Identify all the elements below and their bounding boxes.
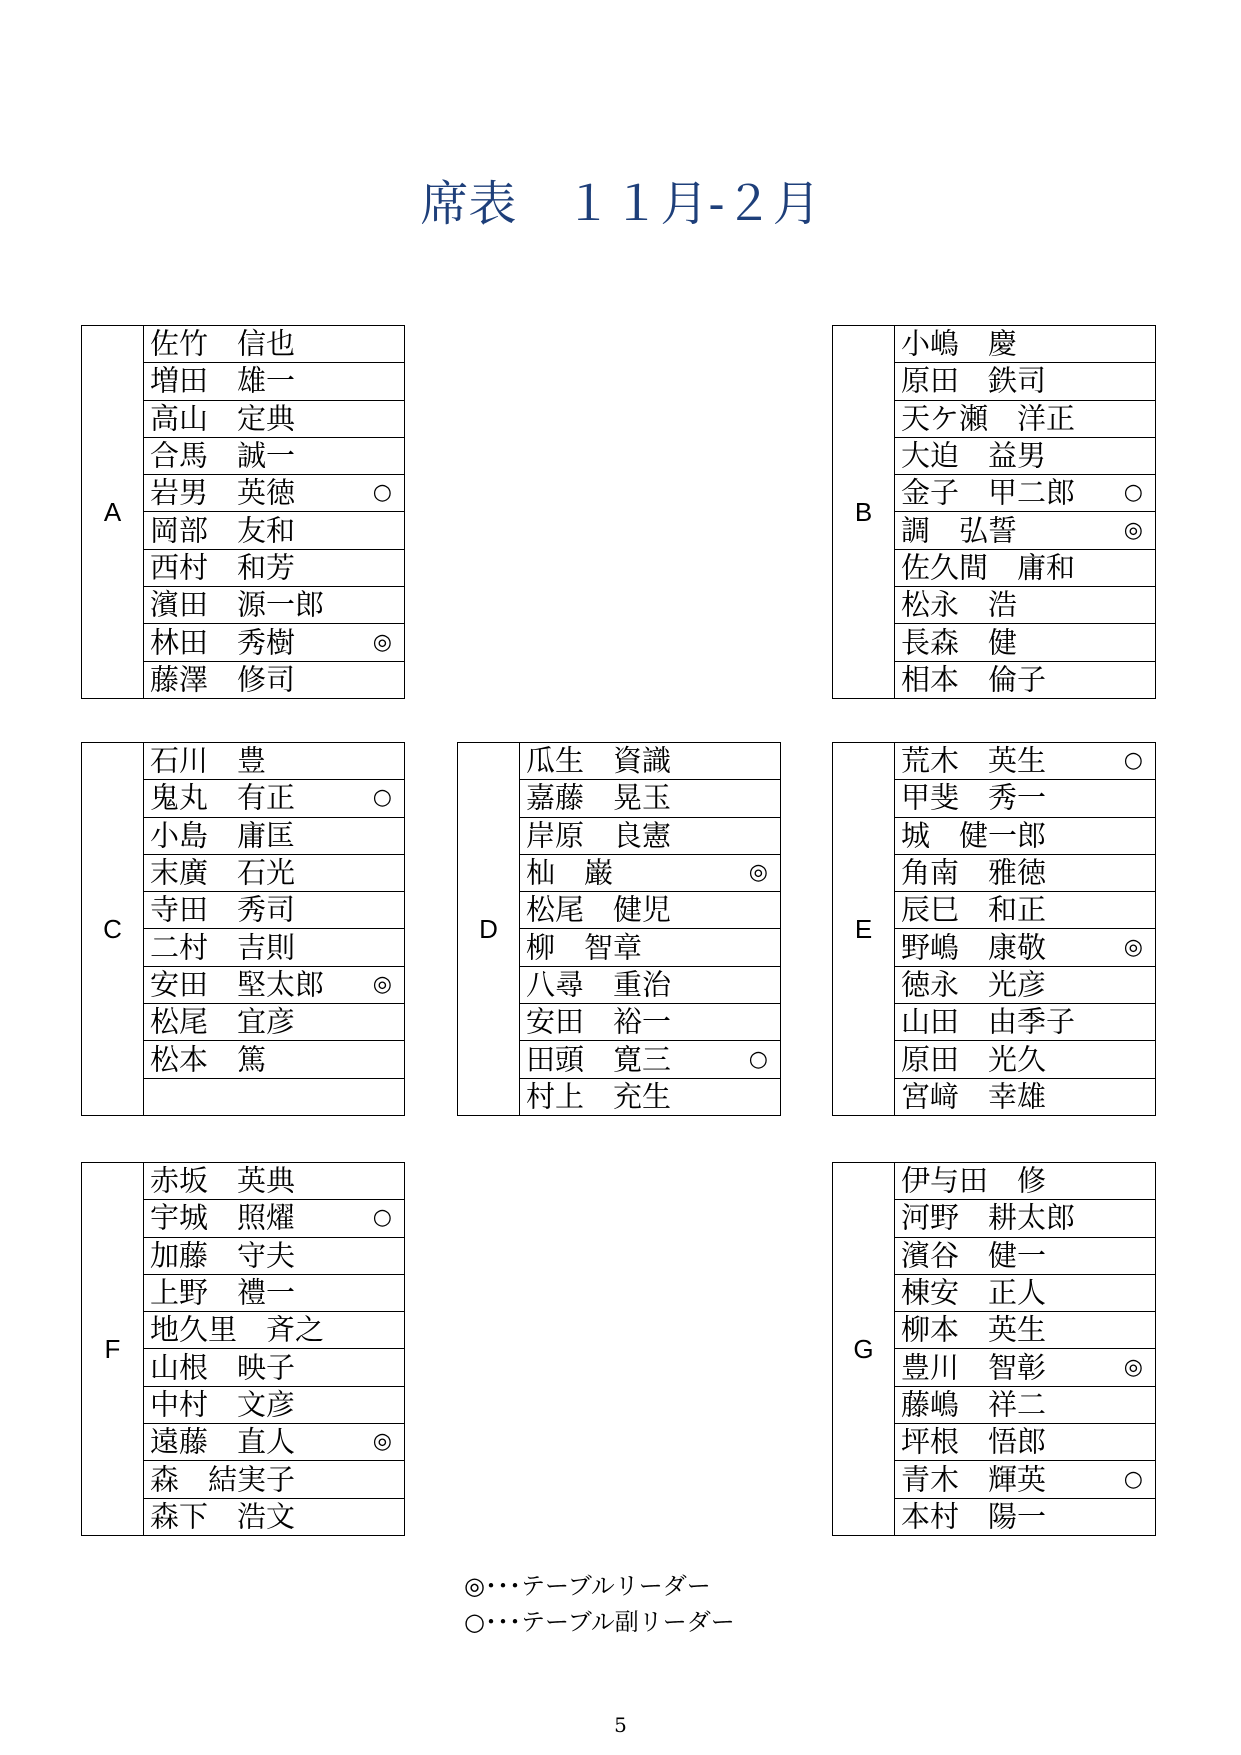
member-name: 村上 充生 bbox=[526, 1079, 672, 1114]
seat-row bbox=[895, 661, 1155, 698]
leader-mark: ◎ bbox=[1123, 934, 1143, 960]
member-name: 大迫 益男 bbox=[901, 438, 1047, 473]
member-name: 岸原 良憲 bbox=[526, 818, 672, 853]
member-name: 遠藤 直人 bbox=[150, 1424, 296, 1459]
member-name: 加藤 守夫 bbox=[150, 1238, 296, 1273]
seat-row bbox=[144, 1040, 404, 1077]
seat-row bbox=[144, 1163, 404, 1199]
member-name: 西村 和芳 bbox=[150, 550, 296, 585]
page-title: 席表 １１月-２月 bbox=[420, 176, 821, 232]
seat-row bbox=[895, 1163, 1155, 1199]
seat-row bbox=[144, 1311, 404, 1348]
seat-row bbox=[520, 854, 780, 891]
member-name: 荒木 英生 bbox=[901, 743, 1047, 778]
seat-table-f bbox=[81, 1162, 405, 1536]
table-label: G bbox=[833, 1163, 895, 1535]
seat-row bbox=[895, 549, 1155, 586]
member-name: 杣 巌 bbox=[526, 855, 614, 890]
seat-row bbox=[520, 817, 780, 854]
seat-list bbox=[895, 743, 1155, 1115]
leader-mark: ◎ bbox=[748, 860, 768, 886]
seat-row bbox=[144, 1274, 404, 1311]
member-name: 青木 輝英 bbox=[901, 1462, 1047, 1497]
member-name: 八尋 重治 bbox=[526, 967, 672, 1002]
member-name: 伊与田 修 bbox=[901, 1163, 1047, 1198]
legend-sub-leader: ○･･･テーブル副リーダー bbox=[464, 1608, 735, 1636]
seat-table-a bbox=[81, 325, 405, 699]
member-name: 岡部 友和 bbox=[150, 513, 296, 548]
seat-row bbox=[895, 1078, 1155, 1115]
seat-row bbox=[144, 586, 404, 623]
member-name: 高山 定典 bbox=[150, 401, 296, 436]
seat-row bbox=[895, 1460, 1155, 1497]
member-name: 辰巳 和正 bbox=[901, 892, 1047, 927]
member-name: 濱田 源一郎 bbox=[150, 587, 325, 622]
sub-leader-mark: ○ bbox=[748, 1046, 768, 1072]
member-name: 河野 耕太郎 bbox=[901, 1200, 1076, 1235]
seat-row bbox=[895, 623, 1155, 660]
member-name: 上野 禮一 bbox=[150, 1275, 296, 1310]
leader-mark: ◎ bbox=[1123, 1354, 1143, 1380]
seat-row bbox=[895, 854, 1155, 891]
seat-row bbox=[144, 1078, 404, 1115]
seat-row bbox=[144, 400, 404, 437]
member-name: 石川 豊 bbox=[150, 743, 267, 778]
member-name: 赤坂 英典 bbox=[150, 1163, 296, 1198]
seat-list bbox=[144, 743, 404, 1115]
seat-row bbox=[895, 1311, 1155, 1348]
seat-row bbox=[895, 511, 1155, 548]
seat-row bbox=[144, 743, 404, 779]
member-name: 金子 甲二郎 bbox=[901, 475, 1076, 510]
seat-row bbox=[144, 1237, 404, 1274]
seat-row bbox=[144, 549, 404, 586]
sub-leader-mark: ○ bbox=[1123, 1466, 1143, 1492]
member-name: 柳本 英生 bbox=[901, 1312, 1047, 1347]
sub-leader-mark: ○ bbox=[1123, 480, 1143, 506]
table-label: D bbox=[458, 743, 520, 1115]
seat-row bbox=[895, 1237, 1155, 1274]
member-name: 野嶋 康敬 bbox=[901, 930, 1047, 965]
member-name: 原田 鉄司 bbox=[901, 363, 1047, 398]
seat-row bbox=[895, 1274, 1155, 1311]
member-name: 柳 智章 bbox=[526, 930, 643, 965]
seat-row bbox=[895, 1386, 1155, 1423]
member-name: 棟安 正人 bbox=[901, 1275, 1047, 1310]
member-name: 山田 由季子 bbox=[901, 1004, 1076, 1039]
member-name: 松尾 健児 bbox=[526, 892, 672, 927]
seat-row bbox=[520, 779, 780, 816]
table-label: E bbox=[833, 743, 895, 1115]
seat-row bbox=[144, 1386, 404, 1423]
member-name: 瓜生 資識 bbox=[526, 743, 672, 778]
member-name: 地久里 斉之 bbox=[150, 1312, 325, 1347]
seat-row bbox=[895, 326, 1155, 362]
member-name: 藤嶋 祥二 bbox=[901, 1387, 1047, 1422]
seat-row bbox=[895, 891, 1155, 928]
seat-row bbox=[895, 1199, 1155, 1236]
seat-row bbox=[144, 1348, 404, 1385]
page-number: 5 bbox=[614, 1713, 627, 1737]
member-name: 調 弘誓 bbox=[901, 513, 1018, 548]
member-name: 本村 陽一 bbox=[901, 1499, 1047, 1534]
member-name: 林田 秀樹 bbox=[150, 625, 296, 660]
member-name: 原田 光久 bbox=[901, 1042, 1047, 1077]
leader-mark: ◎ bbox=[372, 1429, 392, 1455]
member-name: 松尾 宜彦 bbox=[150, 1004, 296, 1039]
seat-row bbox=[895, 362, 1155, 399]
seat-row bbox=[895, 400, 1155, 437]
sub-leader-mark: ○ bbox=[372, 1205, 392, 1231]
seat-row bbox=[144, 1498, 404, 1535]
seat-row bbox=[144, 1423, 404, 1460]
seat-row bbox=[895, 437, 1155, 474]
member-name: 安田 堅太郎 bbox=[150, 967, 325, 1002]
member-name: 天ケ瀬 洋正 bbox=[901, 401, 1076, 436]
sub-leader-mark: ○ bbox=[1123, 748, 1143, 774]
member-name: 増田 雄一 bbox=[150, 363, 296, 398]
member-name: 佐久間 庸和 bbox=[901, 550, 1076, 585]
member-name: 甲斐 秀一 bbox=[901, 780, 1047, 815]
seat-row bbox=[895, 1040, 1155, 1077]
seat-row bbox=[144, 437, 404, 474]
member-name: 嘉藤 晃玉 bbox=[526, 780, 672, 815]
seat-row bbox=[144, 326, 404, 362]
seat-table-g bbox=[832, 1162, 1156, 1536]
member-name: 合馬 誠一 bbox=[150, 438, 296, 473]
seat-row bbox=[144, 511, 404, 548]
seat-row bbox=[520, 743, 780, 779]
table-label: B bbox=[833, 326, 895, 698]
table-label: F bbox=[82, 1163, 144, 1535]
leader-mark: ◎ bbox=[372, 971, 392, 997]
member-name: 鬼丸 有正 bbox=[150, 780, 296, 815]
member-name: 田頭 寛三 bbox=[526, 1042, 672, 1077]
member-name: 佐竹 信也 bbox=[150, 326, 296, 361]
member-name: 藤澤 修司 bbox=[150, 662, 296, 697]
member-name: 徳永 光彦 bbox=[901, 967, 1047, 1002]
seat-row bbox=[144, 779, 404, 816]
seat-list bbox=[144, 326, 404, 698]
seat-list bbox=[144, 1163, 404, 1535]
seat-row bbox=[895, 474, 1155, 511]
leader-mark: ◎ bbox=[372, 629, 392, 655]
seat-row bbox=[895, 743, 1155, 779]
member-name: 宮﨑 幸雄 bbox=[901, 1079, 1047, 1114]
member-name: 森下 浩文 bbox=[150, 1499, 296, 1534]
seat-table-e bbox=[832, 742, 1156, 1116]
member-name: 松本 篤 bbox=[150, 1042, 267, 1077]
seat-row bbox=[144, 854, 404, 891]
seat-row bbox=[144, 623, 404, 660]
table-label: C bbox=[82, 743, 144, 1115]
member-name: 豊川 智彰 bbox=[901, 1350, 1047, 1385]
member-name: 相本 倫子 bbox=[901, 662, 1047, 697]
member-name: 角南 雅徳 bbox=[901, 855, 1047, 890]
seat-row bbox=[895, 928, 1155, 965]
sub-leader-mark: ○ bbox=[372, 480, 392, 506]
seat-row bbox=[520, 928, 780, 965]
seat-row bbox=[144, 474, 404, 511]
member-name: 小島 庸匡 bbox=[150, 818, 296, 853]
seat-row bbox=[144, 817, 404, 854]
seat-row bbox=[520, 966, 780, 1003]
member-name: 中村 文彦 bbox=[150, 1387, 296, 1422]
table-label: A bbox=[82, 326, 144, 698]
seat-row bbox=[895, 966, 1155, 1003]
seat-row bbox=[144, 891, 404, 928]
seat-row bbox=[144, 1199, 404, 1236]
seat-row bbox=[895, 1423, 1155, 1460]
member-name: 森 結実子 bbox=[150, 1462, 296, 1497]
member-name: 二村 吉則 bbox=[150, 930, 296, 965]
seat-row bbox=[895, 1348, 1155, 1385]
seat-row bbox=[520, 1078, 780, 1115]
member-name: 城 健一郎 bbox=[901, 818, 1047, 853]
seat-row bbox=[895, 779, 1155, 816]
seat-list bbox=[895, 1163, 1155, 1535]
seat-row bbox=[520, 1003, 780, 1040]
seat-list bbox=[520, 743, 780, 1115]
seat-table-c bbox=[81, 742, 405, 1116]
member-name: 山根 映子 bbox=[150, 1350, 296, 1385]
seat-row bbox=[144, 661, 404, 698]
member-name: 末廣 石光 bbox=[150, 855, 296, 890]
seat-row bbox=[520, 891, 780, 928]
seat-row bbox=[144, 1460, 404, 1497]
seat-row bbox=[144, 966, 404, 1003]
member-name: 安田 裕一 bbox=[526, 1004, 672, 1039]
seat-row bbox=[144, 928, 404, 965]
seat-row bbox=[144, 362, 404, 399]
member-name: 宇城 照燿 bbox=[150, 1200, 296, 1235]
seat-row bbox=[895, 586, 1155, 623]
member-name: 坪根 悟郎 bbox=[901, 1424, 1047, 1459]
member-name: 小嶋 慶 bbox=[901, 326, 1018, 361]
member-name: 松永 浩 bbox=[901, 587, 1018, 622]
seat-list bbox=[895, 326, 1155, 698]
member-name: 濱谷 健一 bbox=[901, 1238, 1047, 1273]
legend-leader: ◎･･･テーブルリーダー bbox=[464, 1572, 711, 1600]
seat-row bbox=[895, 1498, 1155, 1535]
seat-row bbox=[144, 1003, 404, 1040]
member-name: 長森 健 bbox=[901, 625, 1018, 660]
seat-row bbox=[895, 817, 1155, 854]
seat-table-b bbox=[832, 325, 1156, 699]
seat-table-d bbox=[457, 742, 781, 1116]
member-name: 岩男 英徳 bbox=[150, 475, 296, 510]
leader-mark: ◎ bbox=[1123, 517, 1143, 543]
legend bbox=[464, 1568, 735, 1640]
seat-row bbox=[895, 1003, 1155, 1040]
sub-leader-mark: ○ bbox=[372, 785, 392, 811]
member-name: 寺田 秀司 bbox=[150, 892, 296, 927]
seat-row bbox=[520, 1040, 780, 1077]
